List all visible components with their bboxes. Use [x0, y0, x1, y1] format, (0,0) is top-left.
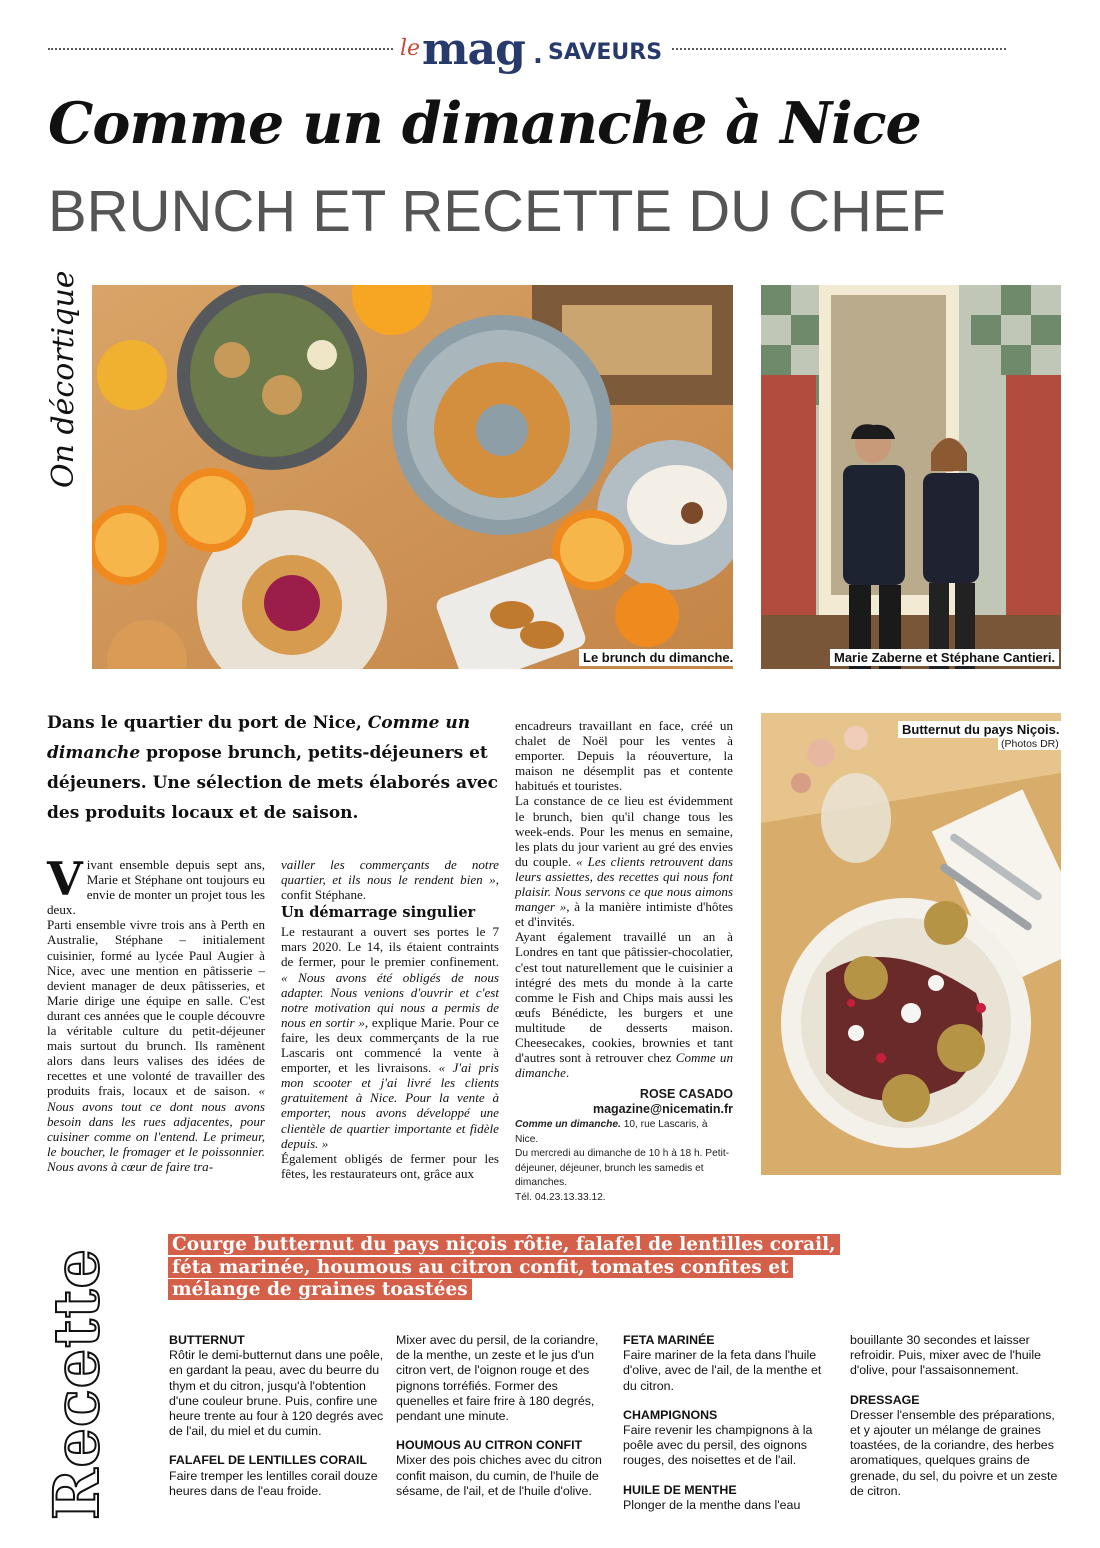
- recipe-column-4: [850, 1333, 1065, 1513]
- recipe-title: [168, 1234, 848, 1302]
- article-lede: [47, 708, 507, 828]
- menthe-text: Plonger de la menthe dans l'eau: [623, 1497, 801, 1512]
- champignons-text: Faire revenir les champignons à la poêle avec du persil, des oignons rouges, des noisettes et de l'ail.: [623, 1423, 813, 1468]
- article-subtitle: Un démarrage singulier: [281, 904, 476, 922]
- col1-p1: ivant ensemble depuis sept ans, Marie et Stéphane ont toujours eu envie de monter un projet tous les deux.: [47, 857, 265, 918]
- author-name: ROSE CASADO: [639, 1087, 733, 1101]
- champignons-heading: CHAMPIGNONS: [623, 1407, 718, 1422]
- info-hours: Du mercredi au dimanche de 10 h à 18 h. Petit-déjeuner, déjeuner, brunch les samedis et dimanches.: [515, 1148, 730, 1189]
- article-column-1: [47, 852, 265, 1174]
- brunch-photo: [92, 285, 733, 669]
- col3-quote-1: « Les clients retrouvent dans leurs assiettes, des recettes qui nous font plaisir. Nous servons ce que nous aimons manger »: [515, 853, 733, 915]
- col2-quote-1: « Nous avons été obligés de nous adapter. Nous venions d'ouvrir et c'est notre motivation qui nous a permis de nous en sortir »: [281, 969, 499, 1030]
- info-restaurant-name: Comme un dimanche.: [515, 1119, 621, 1130]
- butternut-illustration: [761, 713, 1061, 1175]
- recipe-column-1: [169, 1333, 384, 1513]
- recipe-title-text: Courge butternut du pays niçois rôtie, falafel de lentilles corail, féta marinée, houmous au citron confit, tomates confites et mélange de graines toastées: [168, 1234, 840, 1300]
- col2-p1b: , explique Marie. Pour ce faire, les deux commerçants de la rue Lascaris ont commencé la vente à emporter, et les livraisons.: [281, 1014, 499, 1076]
- butternut-heading: BUTTERNUT: [169, 1333, 245, 1347]
- brunch-illustration: [92, 285, 733, 669]
- col2-p2: Également obligés de fermer pour les fêtes, les restaurateurs ont, grâce aux: [281, 1150, 499, 1181]
- falafel-text-cont: Mixer avec du persil, de la coriandre, de la menthe, un zeste et le jus d'un citron vert, de l'oignon rouge et des pignons torréfiés. Former des quenelles et faire frire à 180 degrés, pendant une minute.: [396, 1333, 599, 1424]
- menthe-text-cont: bouillante 30 secondes et laisser refroidir. Puis, mixer avec de l'huile d'olive, pour l'assaisonnement.: [850, 1333, 1042, 1378]
- lede-part2: propose brunch, petits-déjeuners et déjeuners. Une sélection de mets élaborés avec des produits locaux et de saison.: [47, 743, 499, 823]
- dressage-text: Dresser l'ensemble des préparations, et y ajouter un mélange de graines toastées, de la coriandre, des herbes aromatiques, quelques grains de grenade, du sel, du poivre et un zeste de citron.: [850, 1407, 1058, 1498]
- col1-p2: Parti ensemble vivre trois ans à Perth en Australie, Stéphane – initialement cuisinier, formé au lycée Paul Augier à Nice, avec une mention en pâtisserie – devient manager de deux pâtisseries, et Marie dirige une équipe en salle. C'est durant ces années que le couple découvre la véritable culture du petit-déjeuner mais surtout du brunch. Ils ramènent alors dans leurs valises des idées de recettes et une volonté de travailler des produits frais, locaux et de saison.: [47, 917, 265, 1099]
- houmous-text: Mixer des pois chiches avec du citron confit maison, du cumin, de l'huile de sésame, de l'ail, et de l'huile d'olive.: [396, 1453, 602, 1498]
- photo-credit: (Photos DR): [998, 738, 1062, 750]
- side-label: On décortique: [46, 270, 81, 488]
- col3-p3-end: .: [565, 1065, 570, 1081]
- author-email[interactable]: magazine@nicematin.fr: [592, 1102, 733, 1116]
- falafel-heading: FALAFEL DE LENTILLES CORAIL: [169, 1453, 368, 1468]
- info-phone: Tél. 04.23.13.33.12.: [515, 1191, 606, 1203]
- col3-p2: La constance de ce lieu est évidemment le brunch, bien qu'il change tous les week-ends. Pour les menus en semaine, les plats du jour varient au gré des envies du couple.: [515, 793, 733, 869]
- col1-quote: « Nous avons tout ce dont nous avons besoin dans les rues adjacentes, pour cuisiner comme on l'entend. Le primeur, le boucher, le fromager et le poissonnier. Nous avons à cœur de faire tra-: [47, 1083, 265, 1174]
- brunch-caption: Le brunch du dimanche.: [579, 649, 737, 666]
- dropcap: V: [47, 852, 83, 906]
- col2-quote-cont: vailler les commerçants de notre quartier, et ils nous le rendent bien »: [281, 857, 499, 888]
- recipe-column-2: [396, 1333, 611, 1513]
- recipe-column-3: [623, 1333, 838, 1527]
- lede-restaurant-name: Comme un dimanche: [47, 713, 471, 763]
- falafel-text: Faire tremper les lentilles corail douze heures dans de l'eau froide.: [169, 1468, 378, 1498]
- masthead-rule-right: [672, 48, 1006, 50]
- dressage-heading: DRESSAGE: [850, 1392, 920, 1407]
- recipe-label: Recette: [40, 1248, 113, 1520]
- practical-info: [515, 1118, 733, 1206]
- col3-p3: Ayant également travaillé un an à Londres en tant que pâtissier-chocolatier, c'est tout naturellement que le cuisinier a intégré des mets du monde à la carte comme le Fish and Chips mais aussi les œufs Bénédicte, les burgers et une multitude de desserts maison. Cheesecakes, cookies, brownies et tant d'autres sont à retrouver chez: [515, 929, 733, 1066]
- butternut-caption: Butternut du pays Niçois.: [898, 721, 1063, 738]
- logo-mag: mag: [422, 24, 525, 75]
- butternut-photo: [761, 713, 1061, 1175]
- lede-part1: Dans le quartier du port de Nice,: [47, 713, 368, 733]
- col2-p1: Le restaurant a ouvert ses portes le 7 mars 2020. Le 14, ils étaient contraints de fermer, pour le premier confinement.: [281, 924, 499, 970]
- couple-photo: [761, 285, 1061, 669]
- couple-caption: Marie Zaberne et Stéphane Cantieri.: [830, 649, 1059, 666]
- info-address: 10, rue Lascaris, à Nice.: [515, 1119, 708, 1145]
- article-column-3: [515, 718, 733, 1080]
- butternut-text: Rôtir le demi-butternut dans une poêle, en gardant la peau, avec du beurre du thym et du citron, jusqu'à l'obtention d'une couleur brune. Puis, confire une heure trente au four à 120 degrés avec de l'ail, du miel et du cumin.: [169, 1348, 384, 1439]
- article-signature: [515, 1087, 733, 1117]
- col3-p1: encadreurs travaillant en face, créé un chalet de Noël pour les ventes à emporter. Depuis la réouverture, la maison ne désemplit pas et contente habitués et touristes.: [515, 718, 733, 794]
- col2-quote-2: « J'ai pris mon scooter et j'ai livré les clients gratuitement à Nice. Pour la vente à emporter, nous avons développé une clientèle de quartier importante et fidèle depuis. »: [281, 1060, 499, 1151]
- logo-le: le: [400, 36, 421, 61]
- feta-heading: FETA MARINÉE: [623, 1333, 715, 1347]
- section-name: SAVEURS: [548, 40, 663, 65]
- houmous-heading: HOUMOUS AU CITRON CONFIT: [396, 1438, 583, 1453]
- subheadline: BRUNCH ET RECETTE DU CHEF: [48, 179, 946, 244]
- logo-dot: .: [533, 40, 543, 70]
- masthead-rule-left: [48, 48, 393, 50]
- col3-p2b: , à la manière intimiste d'hôtes et d'invités.: [515, 899, 733, 930]
- feta-text: Faire mariner de la feta dans l'huile d'olive, avec de l'ail, de la menthe et du citron.: [623, 1348, 822, 1393]
- article-column-2: [281, 857, 499, 1181]
- masthead-logo: [400, 24, 670, 75]
- col2-after-quote: , confit Stéphane.: [281, 872, 499, 903]
- headline: Comme un dimanche à Nice: [48, 90, 921, 157]
- couple-illustration: [761, 285, 1061, 669]
- menthe-heading: HUILE DE MENTHE: [623, 1482, 737, 1497]
- col3-restaurant-name: Comme un dimanche: [515, 1050, 734, 1081]
